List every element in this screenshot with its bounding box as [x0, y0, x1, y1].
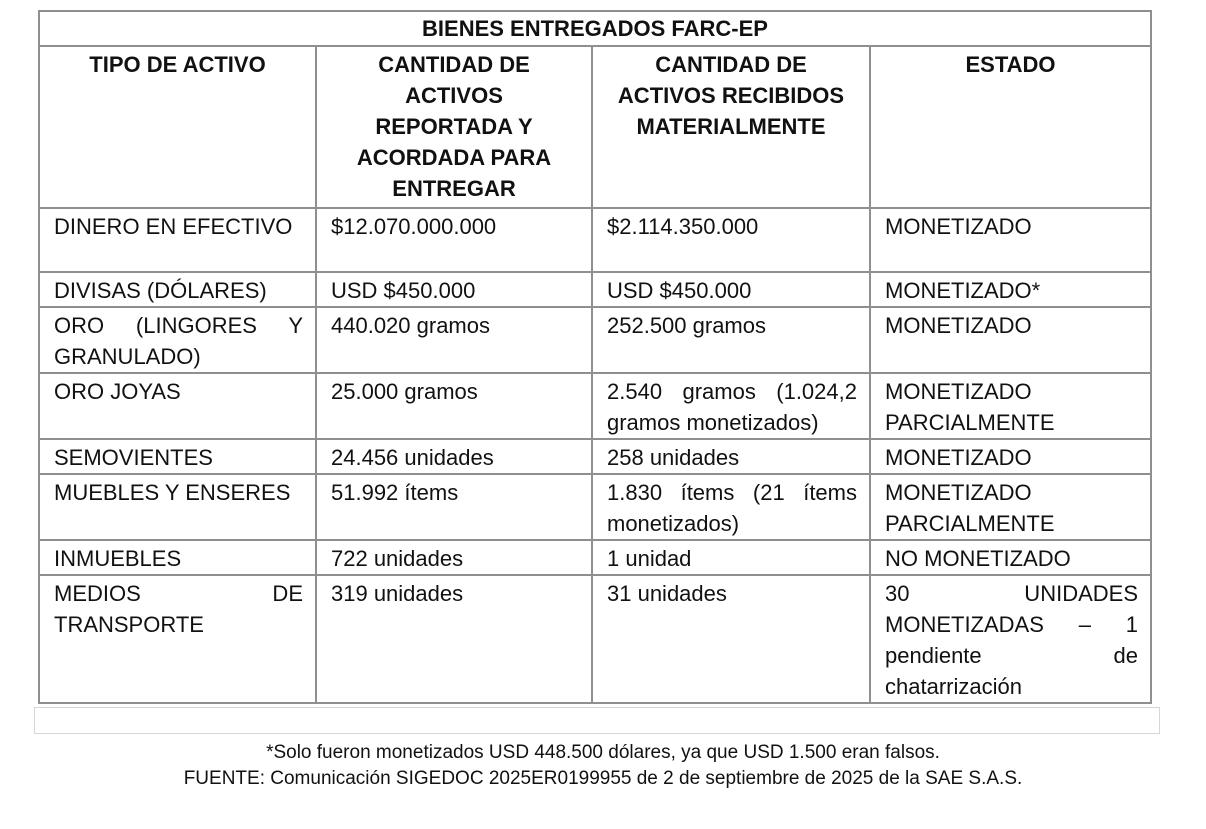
table-header-row — [39, 46, 1151, 208]
cell-tipo: ORO JOYAS — [39, 373, 316, 439]
cell-reportada: $12.070.000.000 — [316, 208, 592, 272]
cell-recibidos: 2.540 gramos (1.024,2 gramos monetizados) — [592, 373, 870, 439]
cell-estado: NO MONETIZADO — [870, 540, 1151, 575]
cell-recibidos: USD $450.000 — [592, 272, 870, 307]
cell-tipo: DIVISAS (DÓLARES) — [39, 272, 316, 307]
table-row — [39, 575, 1151, 703]
table-row — [39, 272, 1151, 307]
table-row — [39, 208, 1151, 272]
cell-recibidos: 1 unidad — [592, 540, 870, 575]
cell-reportada: 319 unidades — [316, 575, 592, 703]
cell-tipo: DINERO EN EFECTIVO — [39, 208, 316, 272]
cell-reportada: USD $450.000 — [316, 272, 592, 307]
cell-reportada: 440.020 gramos — [316, 307, 592, 373]
cell-tipo: SEMOVIENTES — [39, 439, 316, 474]
table-row — [39, 540, 1151, 575]
table-row — [39, 307, 1151, 373]
table-row — [39, 439, 1151, 474]
cell-estado: MONETIZADO — [870, 307, 1151, 373]
table-row — [39, 373, 1151, 439]
cell-tipo: INMUEBLES — [39, 540, 316, 575]
cell-reportada: 722 unidades — [316, 540, 592, 575]
footnote-note: *Solo fueron monetizados USD 448.500 dólares, ya que USD 1.500 eran falsos. — [266, 742, 940, 763]
cell-recibidos: 1.830 ítems (21 ítems monetizados) — [592, 474, 870, 540]
cell-estado: MONETIZADO — [870, 439, 1151, 474]
cell-estado: MONETIZADO — [870, 208, 1151, 272]
cell-recibidos: 252.500 gramos — [592, 307, 870, 373]
cell-estado: 30 UNIDADES MONETIZADAS – 1 pendiente de chatarrización — [870, 575, 1151, 703]
cell-estado: MONETIZADO* — [870, 272, 1151, 307]
cell-tipo: MUEBLES Y ENSERES — [39, 474, 316, 540]
column-header-recibidos: CANTIDAD DE ACTIVOS RECIBIDOS MATERIALMENTE — [592, 46, 870, 208]
cell-recibidos: $2.114.350.000 — [592, 208, 870, 272]
cell-tipo: ORO (LINGORES Y GRANULADO) — [39, 307, 316, 373]
footnote-source: FUENTE: Comunicación SIGEDOC 2025ER0199955 de 2 de septiembre de 2025 de la SAE S.A.S. — [183, 768, 1023, 789]
cell-estado: MONETIZADO PARCIALMENTE — [870, 474, 1151, 540]
column-header-estado: ESTADO — [870, 46, 1151, 208]
table-title: BIENES ENTREGADOS FARC-EP — [39, 11, 1151, 46]
cell-recibidos: 31 unidades — [592, 575, 870, 703]
empty-row-box — [34, 707, 1160, 734]
table-title-row — [39, 11, 1151, 46]
cell-recibidos: 258 unidades — [592, 439, 870, 474]
cell-reportada: 51.992 ítems — [316, 474, 592, 540]
cell-reportada: 24.456 unidades — [316, 439, 592, 474]
table-row — [39, 474, 1151, 540]
cell-tipo: MEDIOS DE TRANSPORTE — [39, 575, 316, 703]
cell-reportada: 25.000 gramos — [316, 373, 592, 439]
assets-table — [38, 10, 1152, 704]
column-header-reportada: CANTIDAD DE ACTIVOS REPORTADA Y ACORDADA PARA ENTREGAR — [316, 46, 592, 208]
footnote-block — [0, 740, 1206, 792]
column-header-tipo: TIPO DE ACTIVO — [39, 46, 316, 208]
cell-estado: MONETIZADO PARCIALMENTE — [870, 373, 1151, 439]
